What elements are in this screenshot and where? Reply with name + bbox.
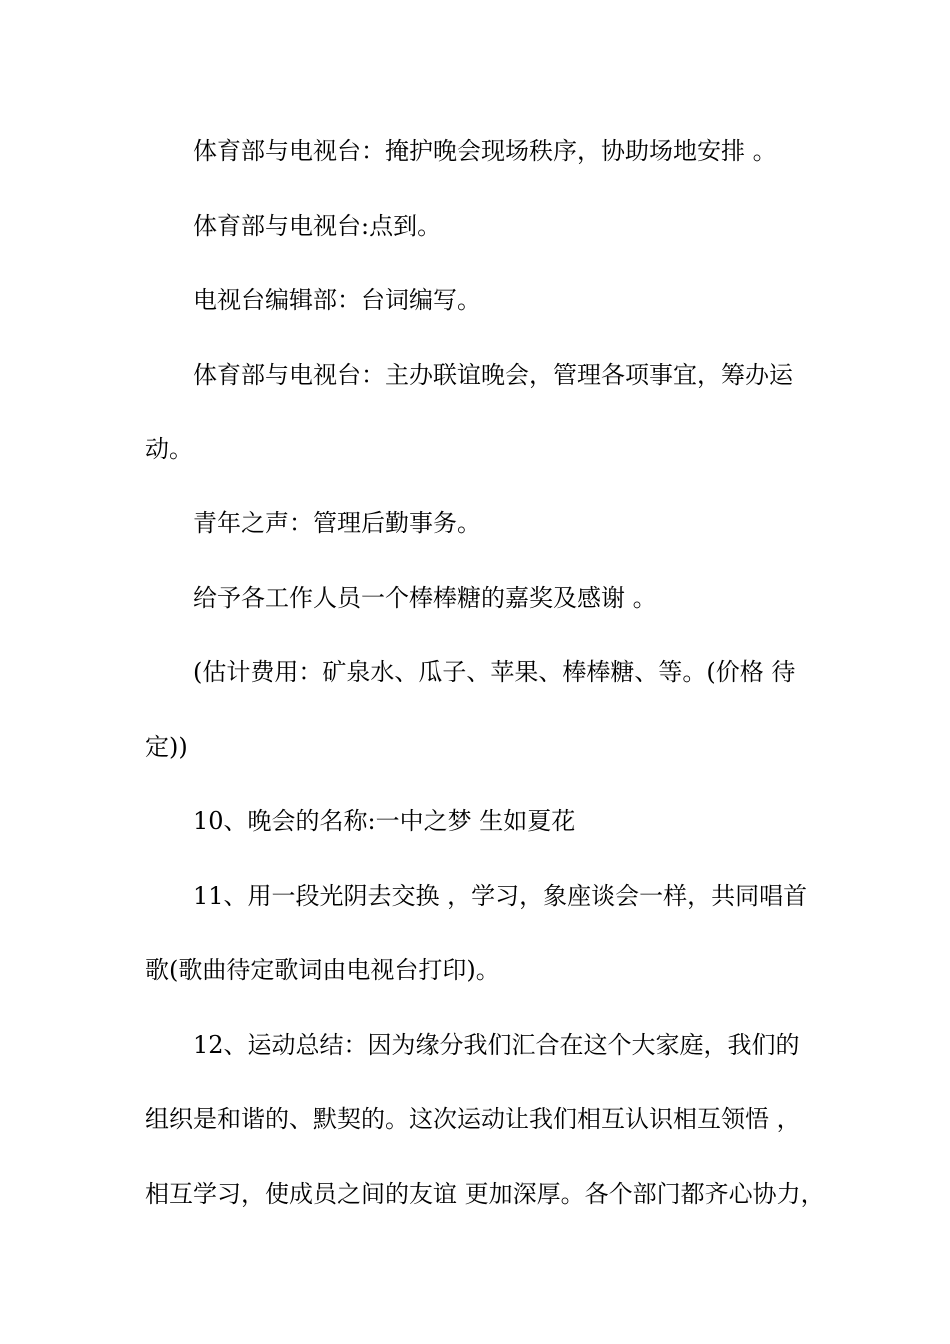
paragraph-line: 相互学习，使成员之间的友谊 更加深厚。各个部门都齐心协力，: [145, 1180, 825, 1208]
paragraph-line: 体育部与电视台:点到。: [193, 212, 442, 240]
paragraph-line: 体育部与电视台：掩护晚会现场秩序，协助场地安排 。: [193, 137, 777, 165]
paragraph-line: 12、运动总结：因为缘分我们汇合在这个大家庭，我们的: [193, 1031, 800, 1059]
paragraph-line: 组织是和谐的、默契的。这次运动让我们相互认识相互领悟 ，: [145, 1105, 801, 1133]
paragraph-line: 青年之声：管理后勤事务。: [193, 509, 481, 537]
paragraph-line: (估计费用：矿泉水、瓜子、苹果、棒棒糖、等。(价格 待: [193, 658, 796, 686]
paragraph-line: 10、晚会的名称:一中之梦 生如夏花: [193, 807, 576, 835]
paragraph-line: 定)): [145, 733, 188, 761]
paragraph-line: 电视台编辑部：台词编写。: [193, 286, 481, 314]
paragraph-line: 给予各工作人员一个棒棒糖的嘉奖及感谢 。: [193, 584, 657, 612]
paragraph-line: 歌(歌曲待定歌词由电视台打印)。: [145, 956, 500, 984]
paragraph-line: 11、用一段光阴去交换 ，学习，象座谈会一样，共同唱首: [193, 882, 808, 910]
paragraph-line: 动。: [145, 435, 193, 463]
paragraph-line: 体育部与电视台：主办联谊晚会，管理各项事宜，筹办运: [193, 361, 793, 389]
